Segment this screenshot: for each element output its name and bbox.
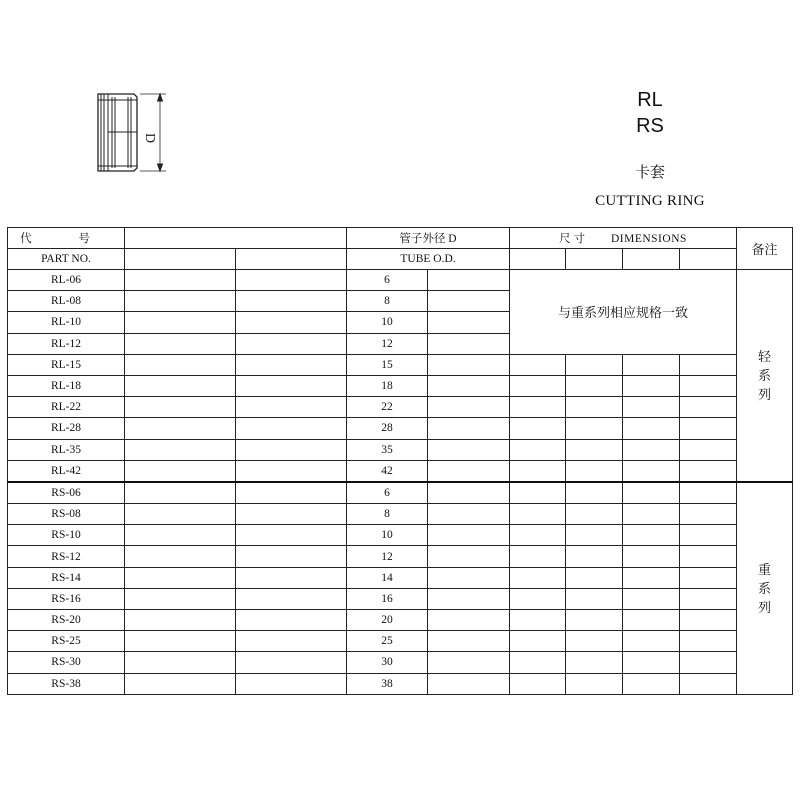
dimension-cell — [566, 588, 623, 609]
blank-cell — [428, 333, 510, 354]
part-no-cell: RL-42 — [8, 460, 125, 482]
tube-od-cell: 8 — [347, 504, 428, 525]
tube-od-cell: 8 — [347, 291, 428, 312]
dimension-cell — [680, 652, 737, 673]
blank-cell — [428, 397, 510, 418]
dimension-cell — [566, 375, 623, 396]
dimension-cell — [510, 439, 566, 460]
dimension-cell — [510, 375, 566, 396]
blank-cell — [236, 460, 347, 482]
dimension-d-label: D — [142, 133, 157, 144]
spec-table-body — [8, 270, 793, 695]
blank-cell — [428, 588, 510, 609]
dimension-cell — [510, 673, 566, 694]
group-label-char: 列 — [757, 599, 771, 615]
table-row — [8, 375, 793, 396]
title-chinese: 卡套 — [634, 163, 665, 181]
tube-od-cell: 6 — [347, 482, 428, 504]
dimension-cell — [510, 504, 566, 525]
group-label-char: 列 — [757, 386, 771, 402]
dimension-cell — [623, 460, 680, 482]
dimension-cell — [623, 673, 680, 694]
header-blank — [125, 228, 347, 249]
spec-table — [7, 227, 793, 695]
part-no-cell: RS-10 — [8, 525, 125, 546]
part-no-cell: RL-12 — [8, 333, 125, 354]
group-label-char: 重 — [757, 561, 771, 577]
part-no-cell: RS-30 — [8, 652, 125, 673]
group-label-char: 系 — [757, 367, 771, 383]
dimension-cell — [566, 525, 623, 546]
dimension-cell — [680, 567, 737, 588]
blank-cell — [236, 439, 347, 460]
table-row — [8, 588, 793, 609]
dimension-cell — [680, 525, 737, 546]
dimension-cell — [566, 354, 623, 375]
table-row — [8, 525, 793, 546]
blank-cell — [125, 504, 236, 525]
dimension-cell — [566, 567, 623, 588]
dimension-cell — [566, 418, 623, 439]
dimension-cell — [680, 631, 737, 652]
part-no-cell: RL-18 — [8, 375, 125, 396]
header-blank — [236, 249, 347, 270]
dimension-cell — [680, 673, 737, 694]
blank-cell — [236, 270, 347, 291]
part-no-cell: RL-06 — [8, 270, 125, 291]
part-no-cell: RL-35 — [8, 439, 125, 460]
group-label-char: 系 — [757, 580, 771, 596]
tube-od-cell: 25 — [347, 631, 428, 652]
table-row — [8, 270, 793, 291]
dimension-cell — [623, 631, 680, 652]
blank-cell — [428, 439, 510, 460]
light-series-label — [737, 270, 793, 482]
dimension-cell — [566, 460, 623, 482]
dimension-cell — [623, 546, 680, 567]
blank-cell — [428, 418, 510, 439]
blank-cell — [125, 418, 236, 439]
blank-cell — [236, 397, 347, 418]
series-code-rs: RS — [636, 115, 664, 137]
blank-cell — [428, 546, 510, 567]
header-dim-col — [623, 249, 680, 270]
blank-cell — [236, 312, 347, 333]
series-code-rl: RL — [637, 89, 663, 111]
blank-cell — [236, 375, 347, 396]
blank-cell — [125, 460, 236, 482]
blank-cell — [236, 354, 347, 375]
header-part-no-cn: 代 号 — [8, 228, 125, 249]
blank-cell — [125, 567, 236, 588]
dimension-cell — [623, 567, 680, 588]
part-no-cell: RS-25 — [8, 631, 125, 652]
dimension-cell — [680, 375, 737, 396]
blank-cell — [125, 333, 236, 354]
dimension-cell — [510, 610, 566, 631]
blank-cell — [428, 291, 510, 312]
dimension-cell — [623, 418, 680, 439]
blank-cell — [125, 525, 236, 546]
dimension-cell — [680, 504, 737, 525]
dimension-cell — [566, 652, 623, 673]
dimension-cell — [680, 588, 737, 609]
tube-od-cell: 12 — [347, 333, 428, 354]
dimension-cell — [510, 354, 566, 375]
dimension-cell — [566, 673, 623, 694]
tube-od-cell: 16 — [347, 588, 428, 609]
header-dim-col — [680, 249, 737, 270]
table-row — [8, 546, 793, 567]
dimension-cell — [623, 397, 680, 418]
dimension-cell — [623, 482, 680, 504]
part-no-cell: RS-14 — [8, 567, 125, 588]
heavy-series-label — [737, 482, 793, 694]
dimension-cell — [510, 460, 566, 482]
part-no-cell: RS-12 — [8, 546, 125, 567]
dimension-cell — [566, 482, 623, 504]
blank-cell — [236, 504, 347, 525]
blank-cell — [125, 375, 236, 396]
tube-od-cell: 20 — [347, 610, 428, 631]
tube-od-cell: 15 — [347, 354, 428, 375]
blank-cell — [428, 270, 510, 291]
dimension-cell — [566, 504, 623, 525]
part-no-cell: RS-16 — [8, 588, 125, 609]
dimension-cell — [510, 546, 566, 567]
dimension-cell — [623, 439, 680, 460]
tube-od-cell: 42 — [347, 460, 428, 482]
blank-cell — [236, 631, 347, 652]
dimension-cell — [680, 354, 737, 375]
dimension-cell — [680, 397, 737, 418]
blank-cell — [125, 482, 236, 504]
blank-cell — [236, 333, 347, 354]
dimension-cell — [623, 652, 680, 673]
dimension-cell — [623, 525, 680, 546]
table-row — [8, 610, 793, 631]
tube-od-cell: 30 — [347, 652, 428, 673]
part-no-cell: RL-08 — [8, 291, 125, 312]
dimension-cell — [623, 375, 680, 396]
part-no-cell: RS-06 — [8, 482, 125, 504]
blank-cell — [428, 312, 510, 333]
cutting-ring-drawing — [88, 88, 178, 178]
dimension-cell — [623, 610, 680, 631]
header-note: 备注 — [737, 228, 793, 270]
part-no-cell: RS-38 — [8, 673, 125, 694]
blank-cell — [125, 270, 236, 291]
tube-od-cell: 38 — [347, 673, 428, 694]
dimension-cell — [566, 397, 623, 418]
blank-cell — [236, 652, 347, 673]
blank-cell — [236, 546, 347, 567]
blank-cell — [428, 482, 510, 504]
part-no-cell: RS-20 — [8, 610, 125, 631]
blank-cell — [236, 673, 347, 694]
blank-cell — [236, 610, 347, 631]
title-english: CUTTING RING — [595, 193, 705, 209]
dimension-cell — [623, 588, 680, 609]
blank-cell — [428, 375, 510, 396]
light-series-note: 与重系列相应规格一致 — [510, 270, 737, 355]
table-row — [8, 439, 793, 460]
dimension-cell — [566, 610, 623, 631]
header-dimensions: 尺 寸 DIMENSIONS — [510, 228, 737, 249]
dimension-cell — [510, 482, 566, 504]
group-label-char: 轻 — [757, 348, 771, 364]
dimension-cell — [680, 460, 737, 482]
table-row — [8, 504, 793, 525]
tube-od-cell: 18 — [347, 375, 428, 396]
part-no-cell: RL-10 — [8, 312, 125, 333]
header-dim-col — [566, 249, 623, 270]
part-no-cell: RL-22 — [8, 397, 125, 418]
blank-cell — [125, 397, 236, 418]
blank-cell — [125, 673, 236, 694]
dimension-cell — [623, 504, 680, 525]
dimension-cell — [510, 652, 566, 673]
table-row — [8, 418, 793, 439]
blank-cell — [428, 610, 510, 631]
part-no-cell: RS-08 — [8, 504, 125, 525]
part-no-cell: RL-28 — [8, 418, 125, 439]
dimension-cell — [566, 546, 623, 567]
table-row — [8, 652, 793, 673]
table-row — [8, 460, 793, 482]
dimension-cell — [510, 631, 566, 652]
blank-cell — [236, 291, 347, 312]
table-row — [8, 673, 793, 694]
tube-od-cell: 10 — [347, 525, 428, 546]
dimension-cell — [680, 418, 737, 439]
blank-cell — [428, 673, 510, 694]
dimension-cell — [680, 610, 737, 631]
blank-cell — [428, 460, 510, 482]
header-tube-od-cn: 管子外径 D — [347, 228, 510, 249]
dimension-cell — [510, 567, 566, 588]
blank-cell — [125, 652, 236, 673]
dimension-cell — [510, 525, 566, 546]
table-row — [8, 631, 793, 652]
dimension-cell — [566, 439, 623, 460]
header-blank — [125, 249, 236, 270]
tube-od-cell: 35 — [347, 439, 428, 460]
blank-cell — [125, 354, 236, 375]
blank-cell — [125, 546, 236, 567]
blank-cell — [236, 418, 347, 439]
dimension-cell — [510, 418, 566, 439]
header-part-no-en: PART NO. — [8, 249, 125, 270]
dimension-cell — [510, 588, 566, 609]
table-row — [8, 567, 793, 588]
table-row — [8, 354, 793, 375]
blank-cell — [236, 525, 347, 546]
header-tube-od-en: TUBE O.D. — [347, 249, 510, 270]
table-row — [8, 397, 793, 418]
blank-cell — [125, 588, 236, 609]
tube-od-cell: 14 — [347, 567, 428, 588]
dimension-cell — [680, 546, 737, 567]
blank-cell — [428, 631, 510, 652]
blank-cell — [428, 504, 510, 525]
dimension-cell — [680, 482, 737, 504]
part-no-cell: RL-15 — [8, 354, 125, 375]
blank-cell — [428, 652, 510, 673]
blank-cell — [236, 588, 347, 609]
blank-cell — [125, 610, 236, 631]
tube-od-cell: 10 — [347, 312, 428, 333]
tube-od-cell: 12 — [347, 546, 428, 567]
dimension-cell — [623, 354, 680, 375]
blank-cell — [428, 354, 510, 375]
tube-od-cell: 22 — [347, 397, 428, 418]
dimension-cell — [510, 397, 566, 418]
dimension-cell — [680, 439, 737, 460]
blank-cell — [428, 525, 510, 546]
dimension-cell — [566, 631, 623, 652]
tube-od-cell: 6 — [347, 270, 428, 291]
header-dim-col — [510, 249, 566, 270]
blank-cell — [428, 567, 510, 588]
table-row — [8, 482, 793, 504]
blank-cell — [125, 312, 236, 333]
blank-cell — [125, 631, 236, 652]
blank-cell — [125, 439, 236, 460]
tube-od-cell: 28 — [347, 418, 428, 439]
blank-cell — [236, 567, 347, 588]
blank-cell — [236, 482, 347, 504]
blank-cell — [125, 291, 236, 312]
